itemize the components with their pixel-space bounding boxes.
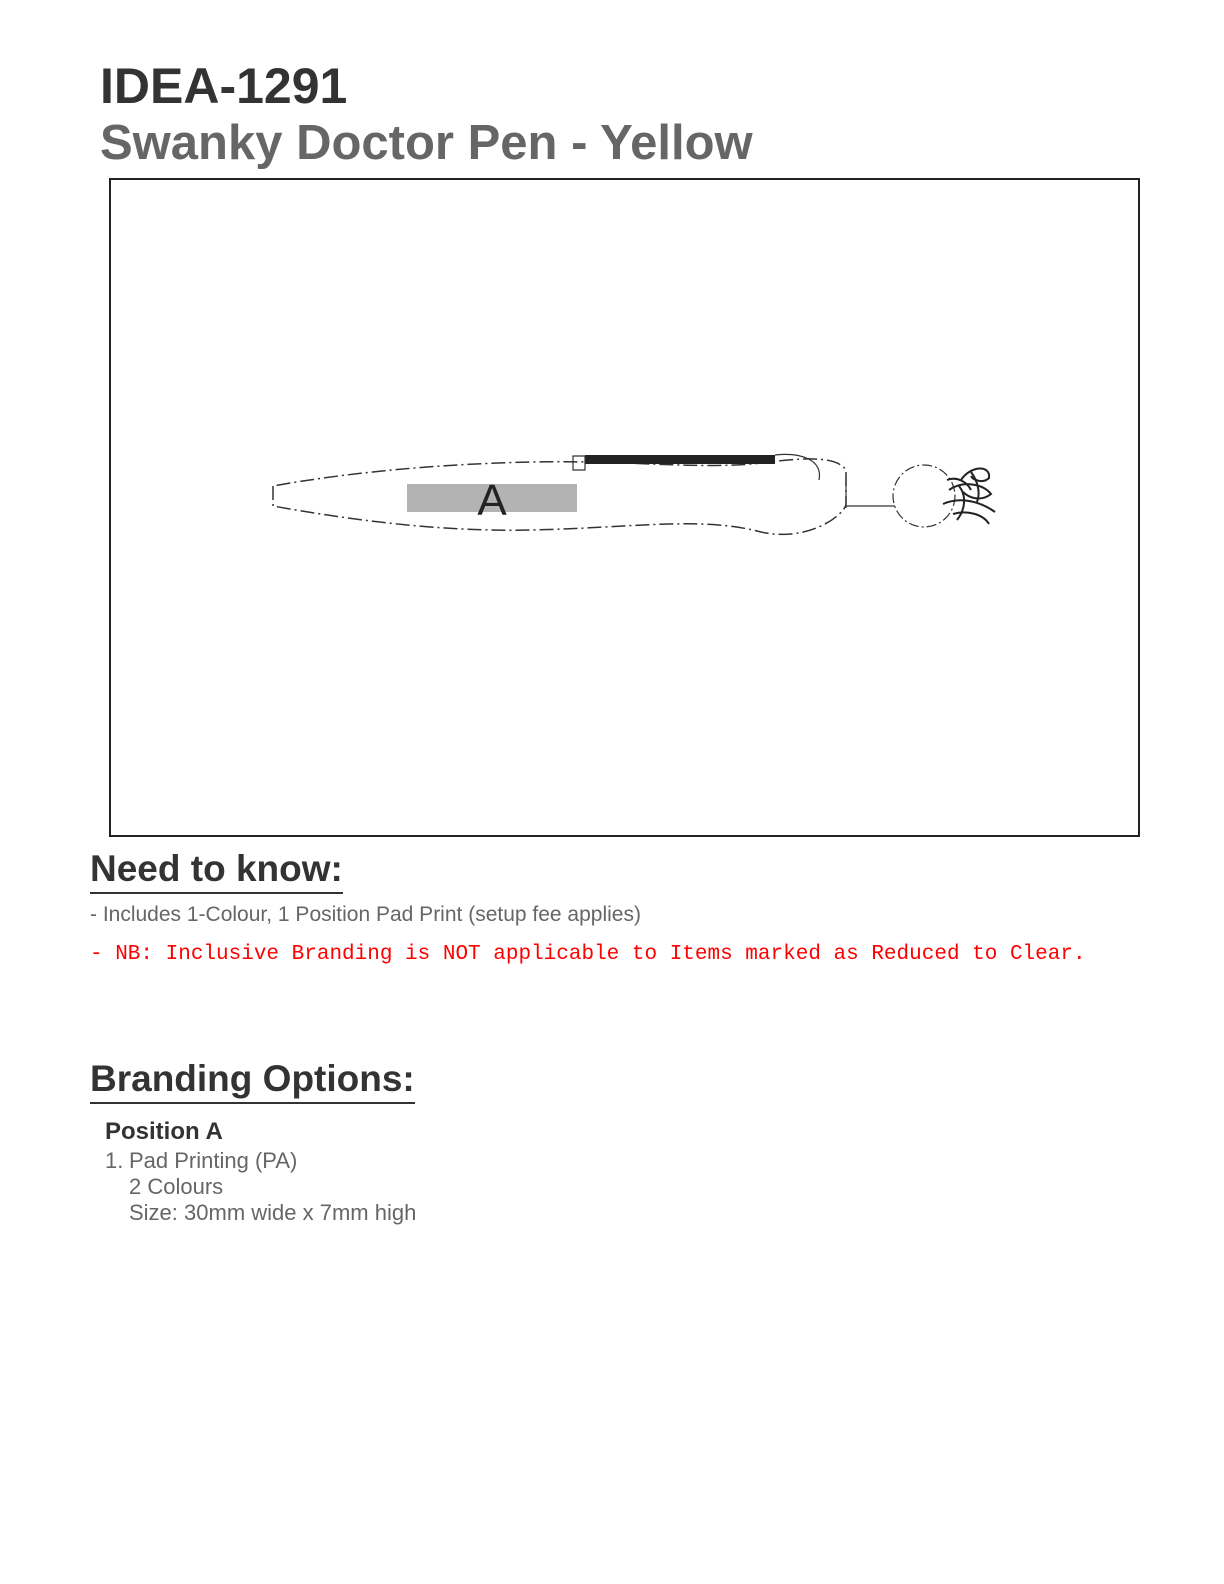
product-name: Swanky Doctor Pen - Yellow xyxy=(100,116,753,170)
doctor-head-ball xyxy=(893,465,955,527)
pen-clip xyxy=(585,455,775,464)
branding-options-heading: Branding Options: xyxy=(90,1058,415,1104)
nb-notice: - NB: Inclusive Branding is NOT applicable to Items marked as Reduced to Clear. xyxy=(90,943,1086,966)
doctor-hair-icon xyxy=(943,468,995,524)
branding-option-list xyxy=(105,1148,416,1226)
print-area-label: A xyxy=(477,476,507,525)
product-drawing-frame xyxy=(109,178,1140,837)
position-a-title: Position A xyxy=(105,1118,223,1145)
need-to-know-item: - Includes 1-Colour, 1 Position Pad Print (setup fee applies) xyxy=(90,903,641,926)
option-size: Size: 30mm wide x 7mm high xyxy=(129,1200,417,1225)
need-to-know-heading: Need to know: xyxy=(90,848,343,894)
option-colours: 2 Colours xyxy=(129,1174,224,1199)
option-method: Pad Printing (PA) xyxy=(129,1148,298,1173)
branding-option-method xyxy=(105,1148,416,1174)
option-number: 1. xyxy=(105,1148,124,1173)
product-sku: IDEA-1291 xyxy=(100,58,348,114)
pen-line-drawing xyxy=(111,180,1138,835)
